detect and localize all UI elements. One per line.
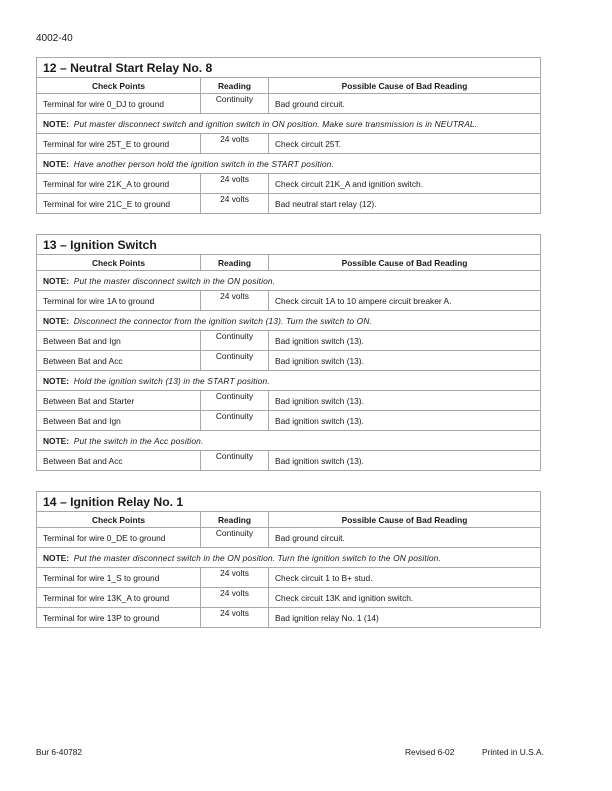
section-title-row [37, 58, 541, 78]
table-row [37, 351, 541, 371]
reading-cell: Continuity [201, 411, 269, 431]
note-label: NOTE: [43, 158, 70, 169]
possible-cause-cell: Check circuit 1A to 10 ampere circuit breaker A. [269, 291, 541, 311]
note-cell [37, 371, 541, 391]
section-title: 13 – Ignition Switch [37, 235, 541, 255]
column-header-reading: Reading [201, 512, 269, 528]
table-row [37, 528, 541, 548]
table-row [37, 94, 541, 114]
footer-document-number: Bur 6-40782 [36, 747, 83, 757]
table-row [37, 391, 541, 411]
note-row [37, 114, 541, 134]
check-point-cell: Between Bat and Ign [37, 411, 201, 431]
check-point-cell: Terminal for wire 1_S to ground [37, 568, 201, 588]
table-row [37, 174, 541, 194]
table-row [37, 451, 541, 471]
table-row [37, 331, 541, 351]
possible-cause-cell: Bad ground circuit. [269, 94, 541, 114]
note-cell [37, 548, 541, 568]
check-point-cell: Between Bat and Acc [37, 451, 201, 471]
note-cell [37, 311, 541, 331]
note-cell [37, 431, 541, 451]
column-header-check-points: Check Points [37, 78, 201, 94]
check-point-cell: Terminal for wire 21C_E to ground [37, 194, 201, 214]
note-row [37, 311, 541, 331]
reading-cell: Continuity [201, 331, 269, 351]
note-row [37, 154, 541, 174]
header-row [37, 512, 541, 528]
check-point-cell: Terminal for wire 0_DJ to ground [37, 94, 201, 114]
section-neutral-start-relay [36, 57, 541, 214]
note-text: Have another person hold the ignition switch in the START position. [73, 158, 334, 169]
possible-cause-cell: Bad ignition switch (13). [269, 351, 541, 371]
footer-revised-date: Revised 6-02 [405, 747, 455, 757]
table-row [37, 608, 541, 628]
column-header-reading: Reading [201, 78, 269, 94]
reading-cell: 24 volts [201, 568, 269, 588]
header-row [37, 78, 541, 94]
reading-cell: 24 volts [201, 291, 269, 311]
note-cell [37, 114, 541, 134]
column-header-check-points: Check Points [37, 512, 201, 528]
check-point-cell: Terminal for wire 21K_A to ground [37, 174, 201, 194]
reading-cell: Continuity [201, 94, 269, 114]
reading-cell: 24 volts [201, 174, 269, 194]
header-row [37, 255, 541, 271]
reading-cell: 24 volts [201, 588, 269, 608]
note-label: NOTE: [43, 275, 70, 286]
reading-cell: Continuity [201, 451, 269, 471]
table-row [37, 194, 541, 214]
check-point-cell: Terminal for wire 25T_E to ground [37, 134, 201, 154]
reading-cell: Continuity [201, 528, 269, 548]
note-label: NOTE: [43, 118, 70, 129]
note-cell [37, 271, 541, 291]
section-title-row [37, 492, 541, 512]
column-header-possible-cause: Possible Cause of Bad Reading [269, 512, 541, 528]
note-label: NOTE: [43, 315, 70, 326]
check-point-cell: Terminal for wire 1A to ground [37, 291, 201, 311]
table-row [37, 291, 541, 311]
section-ignition-relay [36, 491, 541, 628]
possible-cause-cell: Bad neutral start relay (12). [269, 194, 541, 214]
column-header-check-points: Check Points [37, 255, 201, 271]
possible-cause-cell: Bad ignition switch (13). [269, 411, 541, 431]
note-text: Put the master disconnect switch in the ON position. [73, 275, 276, 286]
note-row [37, 431, 541, 451]
reading-cell: 24 volts [201, 134, 269, 154]
possible-cause-cell: Check circuit 1 to B+ stud. [269, 568, 541, 588]
check-point-cell: Between Bat and Ign [37, 331, 201, 351]
note-row [37, 271, 541, 291]
possible-cause-cell: Bad ignition relay No. 1 (14) [269, 608, 541, 628]
possible-cause-cell: Bad ground circuit. [269, 528, 541, 548]
check-point-cell: Between Bat and Starter [37, 391, 201, 411]
column-header-possible-cause: Possible Cause of Bad Reading [269, 78, 541, 94]
table-row [37, 568, 541, 588]
reading-cell: Continuity [201, 351, 269, 371]
footer-printed-in: Printed in U.S.A. [482, 747, 544, 757]
possible-cause-cell: Bad ignition switch (13). [269, 451, 541, 471]
section-title: 12 – Neutral Start Relay No. 8 [37, 58, 541, 78]
note-text: Disconnect the connector from the ignition switch (13). Turn the switch to ON. [73, 315, 372, 326]
check-point-cell: Terminal for wire 0_DE to ground [37, 528, 201, 548]
check-point-cell: Between Bat and Acc [37, 351, 201, 371]
possible-cause-cell: Check circuit 25T. [269, 134, 541, 154]
note-label: NOTE: [43, 552, 70, 563]
table-row [37, 411, 541, 431]
note-cell [37, 154, 541, 174]
possible-cause-cell: Bad ignition switch (13). [269, 331, 541, 351]
section-title-row [37, 235, 541, 255]
page-number: 4002-40 [36, 33, 73, 44]
note-row [37, 548, 541, 568]
column-header-reading: Reading [201, 255, 269, 271]
check-point-cell: Terminal for wire 13K_A to ground [37, 588, 201, 608]
table-row [37, 134, 541, 154]
note-text: Put master disconnect switch and ignition switch in ON position. Make sure transmission is in NEUTRAL. [73, 118, 478, 129]
note-label: NOTE: [43, 435, 70, 446]
possible-cause-cell: Check circuit 21K_A and ignition switch. [269, 174, 541, 194]
note-text: Hold the ignition switch (13) in the START position. [73, 375, 270, 386]
note-text: Put the master disconnect switch in the ON position. Turn the ignition switch to the ON position. [73, 552, 441, 563]
reading-cell: 24 volts [201, 194, 269, 214]
reading-cell: 24 volts [201, 608, 269, 628]
section-title: 14 – Ignition Relay No. 1 [37, 492, 541, 512]
note-label: NOTE: [43, 375, 70, 386]
possible-cause-cell: Bad ignition switch (13). [269, 391, 541, 411]
reading-cell: Continuity [201, 391, 269, 411]
check-point-cell: Terminal for wire 13P to ground [37, 608, 201, 628]
table-row [37, 588, 541, 608]
possible-cause-cell: Check circuit 13K and ignition switch. [269, 588, 541, 608]
note-row [37, 371, 541, 391]
column-header-possible-cause: Possible Cause of Bad Reading [269, 255, 541, 271]
note-text: Put the switch in the Acc position. [73, 435, 204, 446]
section-ignition-switch [36, 234, 541, 471]
